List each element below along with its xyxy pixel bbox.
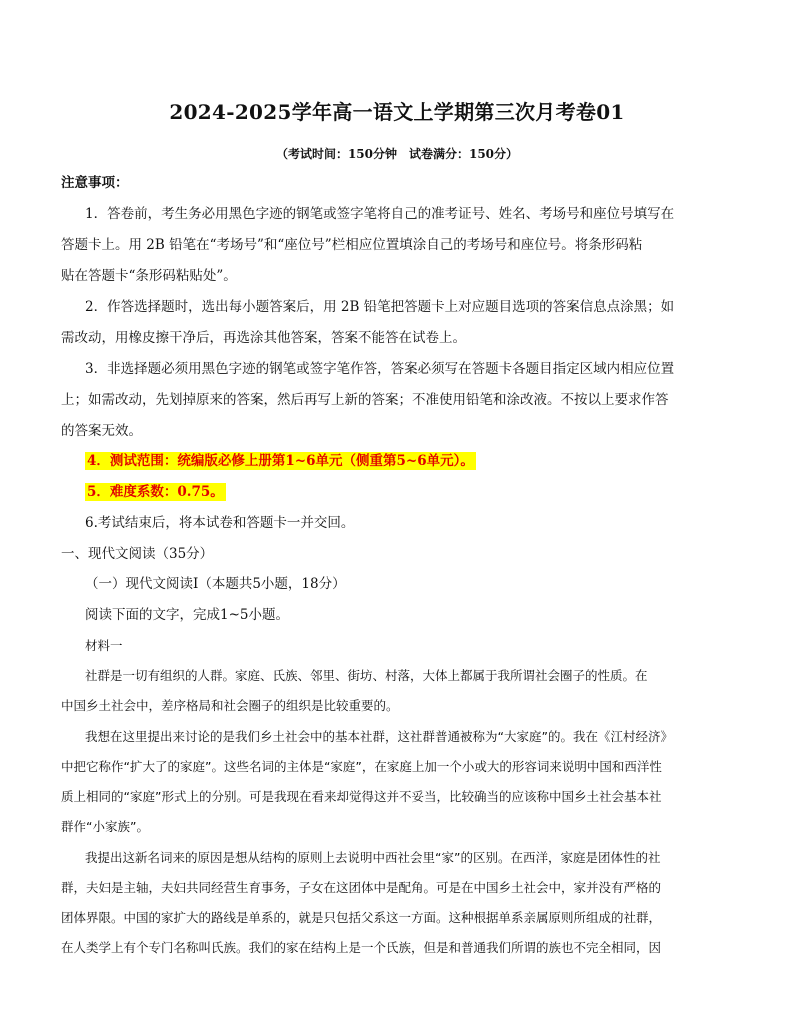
section-instruction: 阅读下面的文字，完成1~5小题。 bbox=[85, 607, 289, 623]
notice-item-6: 6.考试结束后，将本试卷和答题卡一并交回。 bbox=[85, 515, 355, 531]
notice-item-2-line-1: 2．作答选择题时，选出每小题答案后，用 2B 铅笔把答题卡上对应题目选项的答案信息点涂黑；如 bbox=[85, 299, 675, 315]
passage-p2-line-2: 中把它称作“扩大了的家庭”。这些名词的主体是“家庭”，在家庭上加一个小或大的形容词来说明中国和西洋性 bbox=[61, 759, 662, 774]
notice-item-1-line-2: 答题卡上。用 2B 铅笔在“考场号”和“座位号”栏相应位置填涂自己的考场号和座位号。将条形码粘 bbox=[61, 237, 643, 253]
notice-item-3-line-3: 的答案无效。 bbox=[61, 423, 142, 439]
notice-item-3-line-1: 3．非选择题必须用黑色字迹的钢笔或签字笔作答，答案必须写在答题卡各题目指定区域内相应位置 bbox=[85, 361, 675, 377]
notice-heading: 注意事项： bbox=[61, 175, 129, 191]
section-sub-1: （一）现代文阅读Ⅰ（本题共5小题，18分） bbox=[85, 576, 346, 592]
passage-p3-line-1: 我提出这新名词来的原因是想从结构的原则上去说明中西社会里“家”的区别。在西洋，家庭是团体性的社 bbox=[85, 850, 661, 865]
passage-p2-line-1: 我想在这里提出来讨论的是我们乡土社会中的基本社群，这社群普通被称为“大家庭”的。我在《江村经济》 bbox=[85, 729, 673, 744]
passage-p2-line-4: 群作“小家族”。 bbox=[61, 819, 149, 834]
notice-item-3-line-2: 上；如需改动，先划掉原来的答案，然后再写上新的答案；不准使用铅笔和涂改液。不按以上要求作答 bbox=[61, 392, 669, 408]
passage-p1-line-2: 中国乡土社会中，差序格局和社会圈子的组织是比较重要的。 bbox=[61, 698, 399, 713]
passage-p1-line-1: 社群是一切有组织的人群。家庭、氏族、邻里、街坊、村落，大体上都属于我所谓社会圈子的性质。在 bbox=[85, 668, 648, 683]
notice-item-2-line-2: 需改动，用橡皮擦干净后，再选涂其他答案，答案不能答在试卷上。 bbox=[61, 330, 466, 346]
section-part-1: 一、现代文阅读（35分） bbox=[61, 546, 214, 562]
notice-item-1-line-1: 1．答卷前，考生务必用黑色字迹的钢笔或签字笔将自己的准考证号、姓名、考场号和座位号填写在 bbox=[85, 206, 675, 222]
notice-item-1-line-3: 贴在答题卡“条形码粘贴处”。 bbox=[61, 268, 237, 284]
exam-time-info: （考试时间：150分钟 试卷满分：150分） bbox=[275, 147, 519, 161]
difficulty-highlight: 5．难度系数：0.75。 bbox=[87, 484, 224, 500]
passage-p3-line-4: 在人类学上有个专门名称叫氏族。我们的家在结构上是一个氏族，但是和普通我们所谓的族也不完全相同，因 bbox=[61, 940, 662, 955]
notice-item-4 bbox=[85, 455, 476, 469]
notice-item-5 bbox=[85, 486, 226, 500]
passage-p3-line-2: 群，夫妇是主轴，夫妇共同经营生育事务，子女在这团体中是配角。可是在中国乡土社会中，家并没有严格的 bbox=[61, 880, 662, 895]
material-label: 材料一 bbox=[85, 638, 123, 653]
passage-p2-line-3: 质上相同的“家庭”形式上的分别。可是我现在看来却觉得这并不妥当，比较确当的应该称中国乡土社会基本社 bbox=[61, 789, 662, 804]
test-scope-highlight: 4．测试范围：统编版必修上册第1~6单元（侧重第5~6单元）。 bbox=[87, 453, 474, 469]
passage-p3-line-3: 团体界限。中国的家扩大的路线是单系的，就是只包括父系这一方面。这种根据单系亲属原则所组成的社群， bbox=[61, 910, 662, 925]
page-title: 2024-2025学年高一语文上学期第三次月考卷01 bbox=[169, 100, 625, 124]
